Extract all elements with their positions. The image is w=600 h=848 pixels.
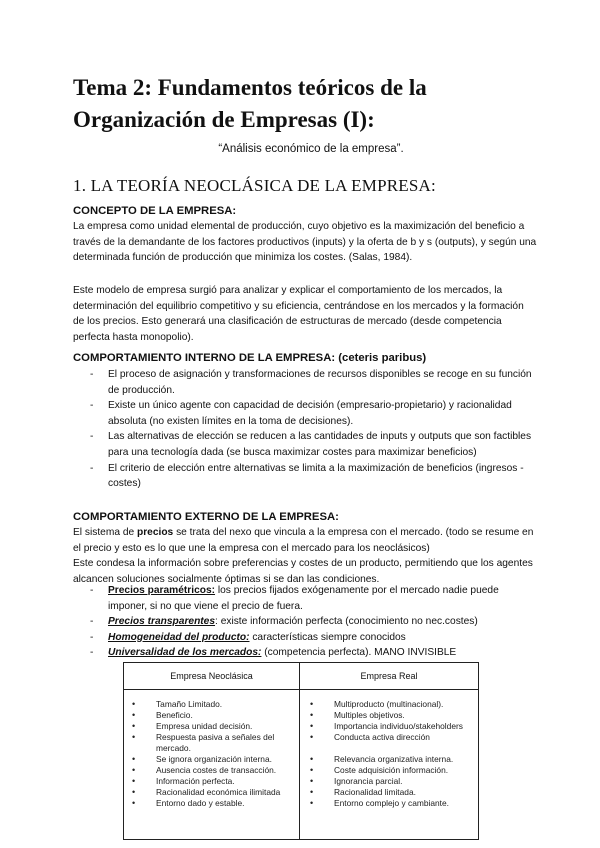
table-divider-horizontal xyxy=(124,689,478,690)
list-item: - El proceso de asignación y transformaciones de recursos disponibles se recoge en su función de producción. xyxy=(90,369,532,396)
list-item: - Existe un único agente con capacidad de decisión (empresario-propietario) y racionalidad absoluta (no existen límites en la toma de decisiones). xyxy=(90,400,512,427)
concepto-paragraph-1: La empresa como unidad elemental de producción, cuyo objetivo es la maximización del beneficio a través de la demandante de los factores productivos (inputs) y la oferta de b y s (outputs), y según una determinada función de producción que minimiza los costes. (Salas, 1984). xyxy=(73,221,537,264)
table-cell: • Ausencia costes de transacción. xyxy=(124,765,294,776)
table-cell: • Multiproducto (multinacional). xyxy=(302,699,478,710)
list-item: - Precios transparentes: existe información perfecta (conocimiento no nec.costes) xyxy=(90,616,478,628)
externo-paragraph-2: Este condesa la información sobre preferencias y costes de un producto, permitiendo que los agentes alcancen soluciones socialmente óptimas si se dan las condiciones. xyxy=(73,558,533,585)
table-cell: • Tamaño Limitado. xyxy=(124,699,294,710)
table-cell: • Racionalidad limitada. xyxy=(302,787,478,798)
table-cell: • Importancia individuo/stakeholders xyxy=(302,721,478,732)
table-cell: • Coste adquisición información. xyxy=(302,765,478,776)
table-cell: • Multiples objetivos. xyxy=(302,710,478,721)
table-column-real xyxy=(302,699,478,809)
table-cell: • Beneficio. xyxy=(124,710,294,721)
document-subtitle: “Análisis económico de la empresa”. xyxy=(218,143,404,155)
section-heading: 1. LA TEORÍA NEOCLÁSICA DE LA EMPRESA: xyxy=(73,176,436,195)
list-item: - El criterio de elección entre alternativas se limita a la maximización de beneficios (ingresos - costes) xyxy=(90,462,524,490)
concepto-heading: CONCEPTO DE LA EMPRESA: xyxy=(73,205,237,217)
concepto-paragraph-2: Este modelo de empresa surgió para analizar y explicar el comportamiento de los mercados, la determinación del equilibrio competitivo y su eficiencia, centrándose en los mercados y la formación de los precios. Esto generará una clasificación de estructuras de mercado (desde competencia perfecta hasta monopolio). xyxy=(73,285,524,343)
document-title: Tema 2: Fundamentos teóricos de la Organización de Empresas (I): xyxy=(73,75,427,132)
list-item: - Homogeneidad del producto: características siempre conocidos xyxy=(90,631,406,643)
table-cell: • Ignorancia parcial. xyxy=(302,776,478,787)
table-header-real: Empresa Real xyxy=(360,671,418,681)
table-cell: • Entorno complejo y cambiante. xyxy=(302,798,478,809)
interno-list xyxy=(73,367,537,492)
table-cell: • Entorno dado y estable. xyxy=(124,798,294,809)
table-cell: • Se ignora organización interna. xyxy=(124,754,294,765)
list-item: - Las alternativas de elección se reducen a las cantidades de inputs y outputs que son factibles para una tecnología dada (se busca maximizar costes para maximizar beneficios) xyxy=(90,431,532,458)
list-item: - Universalidad de los mercados: (competencia perfecta). MANO INVISIBLE xyxy=(90,647,457,659)
table-cell: • Información perfecta. xyxy=(124,776,294,787)
externo-list xyxy=(73,583,537,661)
table-cell: • Respuesta pasiva a señales del mercado. xyxy=(124,732,294,754)
externo-paragraph-1: El sistema de precios se trata del nexo que vincula a la empresa con el mercado. (todo se resume en el precio y esto es lo que une la empresa con el mercado para los neoclásicos) xyxy=(73,527,534,554)
table-cell: • Empresa unidad decisión. xyxy=(124,721,294,732)
table-cell: • Relevancia organizativa interna. xyxy=(302,754,478,765)
comparison-table xyxy=(123,662,479,840)
table-column-neoclasica xyxy=(124,699,294,809)
table-cell: • Conducta activa dirección xyxy=(302,732,478,743)
table-cell: • Racionalidad económica ilimitada xyxy=(124,787,294,798)
interno-heading: COMPORTAMIENTO INTERNO DE LA EMPRESA: (ceteris paribus) xyxy=(73,352,427,364)
table-header-neoclasica: Empresa Neoclásica xyxy=(170,671,253,681)
externo-heading: COMPORTAMIENTO EXTERNO DE LA EMPRESA: xyxy=(73,511,339,523)
list-item: - Precios paramétricos: los precios fijados exógenamente por el mercado nadie puede imponer, si no que viene el precio de fuera. xyxy=(90,585,499,612)
